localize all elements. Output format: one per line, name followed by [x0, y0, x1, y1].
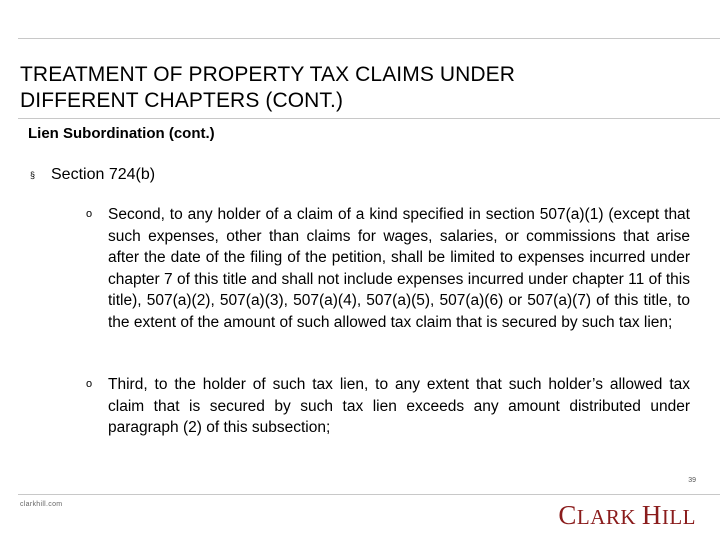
footer-url: clarkhill.com	[20, 501, 63, 508]
slide-title-line-2: DIFFERENT CHAPTERS (CONT.)	[20, 89, 344, 112]
section-bullet-label: Section 724(b)	[51, 166, 156, 183]
sub-bullet-text: Second, to any holder of a claim of a kind specified in section 507(a)(1) (except that such expenses, other than claims for wages, salaries, or commissions that arise after the date of the filing of the petition, shall be limited to expenses incurred under chapter 7 of this title and shall not include expenses incurred under chapter 11 of this title), 507(a)(2), 507(a)(3), 507(a)(4), 507(a)(5), 507(a)(6) or 507(a)(7) of this title, to the extent of the amount of such allowed tax claim that is secured by such tax lien;	[108, 206, 690, 331]
clark-hill-logo: CLARK HILL	[558, 500, 696, 530]
sub-bullet-third	[86, 374, 690, 439]
slide-subtitle: Lien Subordination (cont.)	[28, 125, 215, 142]
section-bullet-marker: §	[30, 170, 36, 180]
title-divider	[18, 118, 720, 119]
top-divider	[18, 38, 720, 39]
slide-title	[20, 62, 700, 114]
sub-bullet-marker: o	[86, 378, 93, 390]
slide-title-line-1: TREATMENT OF PROPERTY TAX CLAIMS UNDER	[20, 63, 516, 86]
page-number: 39	[688, 477, 696, 484]
sub-bullet-second	[86, 204, 690, 333]
sub-bullet-text: Third, to the holder of such tax lien, to any extent that such holder’s allowed tax claim that is secured by such tax lien exceeds any amount distributed under paragraph (2) of this subsection;	[108, 376, 690, 436]
footer-divider	[18, 494, 720, 495]
sub-bullet-marker: o	[86, 208, 93, 220]
